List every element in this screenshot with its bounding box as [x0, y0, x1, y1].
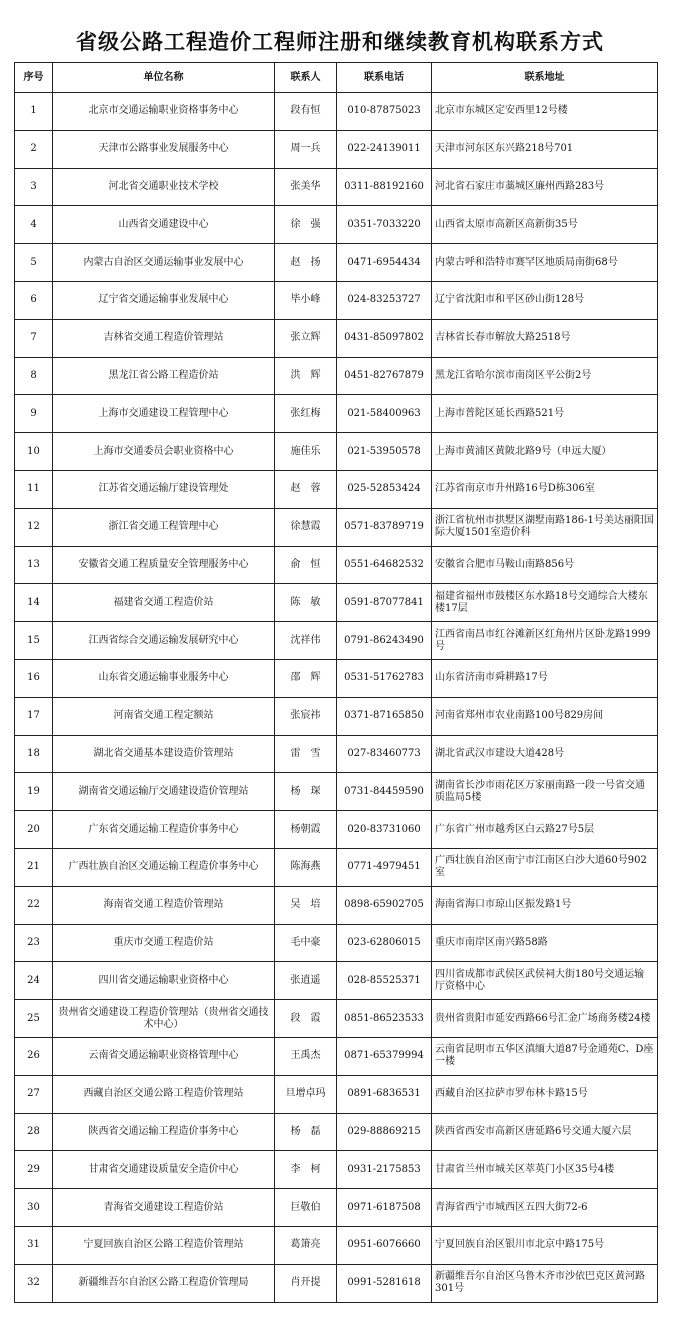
cell-person: 王禹杰: [275, 1037, 337, 1075]
table-row: [15, 357, 658, 395]
cell-phone: 021-53950578: [337, 433, 432, 471]
cell-phone: 0991-5281618: [337, 1264, 432, 1302]
cell-unit: 内蒙古自治区交通运输事业发展中心: [53, 244, 275, 282]
cell-no: 25: [15, 1000, 53, 1038]
cell-unit: 四川省交通运输职业资格中心: [53, 962, 275, 1000]
table-row: [15, 470, 658, 508]
cell-unit: 山西省交通建设中心: [53, 206, 275, 244]
cell-phone: 0931-2175853: [337, 1151, 432, 1189]
cell-unit: 上海市交通委员会职业资格中心: [53, 433, 275, 471]
cell-phone: 0371-87165850: [337, 697, 432, 735]
cell-person: 俞 恒: [275, 546, 337, 584]
cell-address: 河北省石家庄市藁城区廉州西路283号: [432, 168, 658, 206]
cell-unit: 海南省交通工程造价管理站: [53, 886, 275, 924]
table-row: [15, 659, 658, 697]
cell-unit: 黑龙江省公路工程造价站: [53, 357, 275, 395]
table-row: [15, 886, 658, 924]
table-row: [15, 848, 658, 886]
table-row: [15, 811, 658, 849]
cell-person: 张逍遥: [275, 962, 337, 1000]
cell-person: 葛箫亮: [275, 1226, 337, 1264]
table-row: [15, 962, 658, 1000]
cell-address: 广西壮族自治区南宁市江南区白沙大道60号902室: [432, 848, 658, 886]
cell-no: 14: [15, 584, 53, 622]
table-header-row: [15, 63, 658, 93]
cell-no: 28: [15, 1113, 53, 1151]
cell-phone: 028-85525371: [337, 962, 432, 1000]
cell-no: 31: [15, 1226, 53, 1264]
cell-unit: 浙江省交通工程管理中心: [53, 508, 275, 546]
cell-person: 雷 雪: [275, 735, 337, 773]
cell-no: 16: [15, 659, 53, 697]
cell-address: 宁夏回族自治区银川市北京中路175号: [432, 1226, 658, 1264]
table-row: [15, 93, 658, 131]
cell-no: 24: [15, 962, 53, 1000]
cell-no: 23: [15, 924, 53, 962]
cell-no: 8: [15, 357, 53, 395]
cell-person: 陈 敏: [275, 584, 337, 622]
cell-no: 3: [15, 168, 53, 206]
cell-address: 浙江省杭州市拱墅区湖墅南路186-1号美达丽阳国际大厦1501室造价科: [432, 508, 658, 546]
cell-unit: 贵州省交通建设工程造价管理站（贵州省交通技术中心）: [53, 1000, 275, 1038]
cell-phone: 0451-82767879: [337, 357, 432, 395]
cell-no: 13: [15, 546, 53, 584]
cell-address: 湖北省武汉市建设大道428号: [432, 735, 658, 773]
cell-unit: 陕西省交通运输工程造价事务中心: [53, 1113, 275, 1151]
cell-phone: 029-88869215: [337, 1113, 432, 1151]
table-row: [15, 1113, 658, 1151]
cell-person: 赵 扬: [275, 244, 337, 282]
cell-person: 陈海燕: [275, 848, 337, 886]
cell-phone: 020-83731060: [337, 811, 432, 849]
cell-person: 李 柯: [275, 1151, 337, 1189]
header-phone: 联系电话: [337, 63, 432, 93]
cell-no: 29: [15, 1151, 53, 1189]
cell-phone: 022-24139011: [337, 130, 432, 168]
cell-address: 辽宁省沈阳市和平区砂山街128号: [432, 281, 658, 319]
cell-address: 安徽省合肥市马鞍山南路856号: [432, 546, 658, 584]
cell-phone: 023-62806015: [337, 924, 432, 962]
cell-unit: 云南省交通运输职业资格管理中心: [53, 1037, 275, 1075]
cell-no: 21: [15, 848, 53, 886]
cell-phone: 0791-86243490: [337, 622, 432, 660]
cell-unit: 新疆维吾尔自治区公路工程造价管理局: [53, 1264, 275, 1302]
cell-unit: 山东省交通运输事业服务中心: [53, 659, 275, 697]
cell-person: 周一兵: [275, 130, 337, 168]
cell-address: 湖南省长沙市雨花区万家丽南路一段一号省交通质监局5楼: [432, 773, 658, 811]
cell-phone: 0551-64682532: [337, 546, 432, 584]
table-row: [15, 1226, 658, 1264]
cell-no: 15: [15, 622, 53, 660]
cell-address: 青海省西宁市城西区五四大街72-6: [432, 1189, 658, 1227]
cell-unit: 西藏自治区交通公路工程造价管理站: [53, 1075, 275, 1113]
cell-address: 江苏省南京市升州路16号D栋306室: [432, 470, 658, 508]
cell-address: 西藏自治区拉萨市罗布林卡路15号: [432, 1075, 658, 1113]
page-title: 省级公路工程造价工程师注册和继续教育机构联系方式: [76, 30, 604, 54]
cell-address: 重庆市南岸区南兴路58路: [432, 924, 658, 962]
cell-phone: 0971-6187508: [337, 1189, 432, 1227]
cell-phone: 025-52853424: [337, 470, 432, 508]
cell-phone: 027-83460773: [337, 735, 432, 773]
cell-person: 徐慧霞: [275, 508, 337, 546]
cell-person: 赵 蓉: [275, 470, 337, 508]
cell-address: 海南省海口市琼山区振发路1号: [432, 886, 658, 924]
table-body: [15, 93, 658, 1303]
cell-address: 贵州省贵阳市延安西路66号汇金广场商务楼24楼: [432, 1000, 658, 1038]
table-row: [15, 1189, 658, 1227]
cell-address: 上海市黄浦区黄陂北路9号（申远大厦）: [432, 433, 658, 471]
cell-address: 福建省福州市鼓楼区东水路18号交通综合大楼东楼17层: [432, 584, 658, 622]
cell-address: 广东省广州市越秀区白云路27号5层: [432, 811, 658, 849]
cell-address: 北京市东城区定安西里12号楼: [432, 93, 658, 131]
cell-address: 云南省昆明市五华区滇缅大道87号金通苑C、D座一楼: [432, 1037, 658, 1075]
cell-no: 12: [15, 508, 53, 546]
cell-unit: 福建省交通工程造价站: [53, 584, 275, 622]
table-row: [15, 546, 658, 584]
cell-no: 7: [15, 319, 53, 357]
cell-phone: 021-58400963: [337, 395, 432, 433]
table-row: [15, 168, 658, 206]
table-row: [15, 622, 658, 660]
cell-person: 巨敬伯: [275, 1189, 337, 1227]
cell-unit: 广东省交通运输工程造价事务中心: [53, 811, 275, 849]
cell-person: 段有恒: [275, 93, 337, 131]
table-row: [15, 244, 658, 282]
cell-unit: 河南省交通工程定额站: [53, 697, 275, 735]
cell-person: 毛中豪: [275, 924, 337, 962]
cell-phone: 0891-6836531: [337, 1075, 432, 1113]
cell-address: 上海市普陀区延长西路521号: [432, 395, 658, 433]
cell-no: 27: [15, 1075, 53, 1113]
cell-phone: 0591-87077841: [337, 584, 432, 622]
cell-address: 新疆维吾尔自治区乌鲁木齐市沙依巴克区黄河路301号: [432, 1264, 658, 1302]
table-row: [15, 773, 658, 811]
contacts-table: [14, 62, 658, 1303]
table-row: [15, 584, 658, 622]
cell-phone: 0471-6954434: [337, 244, 432, 282]
cell-no: 17: [15, 697, 53, 735]
table-row: [15, 395, 658, 433]
cell-no: 32: [15, 1264, 53, 1302]
cell-no: 9: [15, 395, 53, 433]
header-address: 联系地址: [432, 63, 658, 93]
cell-no: 11: [15, 470, 53, 508]
cell-unit: 上海市交通建设工程管理中心: [53, 395, 275, 433]
header-unit: 单位名称: [53, 63, 275, 93]
cell-phone: 0351-7033220: [337, 206, 432, 244]
cell-unit: 重庆市交通工程造价站: [53, 924, 275, 962]
cell-phone: 0531-51762783: [337, 659, 432, 697]
table-row: [15, 1264, 658, 1302]
cell-person: 毕小峰: [275, 281, 337, 319]
cell-phone: 0951-6076660: [337, 1226, 432, 1264]
cell-no: 6: [15, 281, 53, 319]
cell-address: 甘肃省兰州市城关区萃英门小区35号4楼: [432, 1151, 658, 1189]
header-person: 联系人: [275, 63, 337, 93]
cell-unit: 青海省交通建设工程造价站: [53, 1189, 275, 1227]
cell-address: 江西省南昌市红谷滩新区红角州片区卧龙路1999号: [432, 622, 658, 660]
cell-phone: 0851-86523533: [337, 1000, 432, 1038]
cell-no: 4: [15, 206, 53, 244]
cell-phone: 0771-4979451: [337, 848, 432, 886]
table-row: [15, 735, 658, 773]
table-row: [15, 1000, 658, 1038]
cell-person: 杨朝霞: [275, 811, 337, 849]
cell-address: 陕西省西安市高新区唐延路6号交通大厦六层: [432, 1113, 658, 1151]
cell-person: 肖开提: [275, 1264, 337, 1302]
cell-address: 天津市河东区东兴路218号701: [432, 130, 658, 168]
cell-phone: 024-83253727: [337, 281, 432, 319]
cell-unit: 宁夏回族自治区公路工程造价管理站: [53, 1226, 275, 1264]
table-row: [15, 924, 658, 962]
cell-unit: 江西省综合交通运输发展研究中心: [53, 622, 275, 660]
cell-unit: 辽宁省交通运输事业发展中心: [53, 281, 275, 319]
cell-unit: 甘肃省交通建设质量安全造价中心: [53, 1151, 275, 1189]
cell-person: 施佳乐: [275, 433, 337, 471]
table-row: [15, 508, 658, 546]
cell-no: 26: [15, 1037, 53, 1075]
cell-person: 徐 强: [275, 206, 337, 244]
table-row: [15, 1075, 658, 1113]
cell-person: 张美华: [275, 168, 337, 206]
cell-address: 四川省成都市武侯区武侯祠大街180号交通运输厅资格中心: [432, 962, 658, 1000]
cell-person: 邵 辉: [275, 659, 337, 697]
cell-unit: 江苏省交通运输厅建设管理处: [53, 470, 275, 508]
cell-address: 山东省济南市舜耕路17号: [432, 659, 658, 697]
cell-no: 30: [15, 1189, 53, 1227]
table-row: [15, 697, 658, 735]
cell-no: 19: [15, 773, 53, 811]
cell-no: 20: [15, 811, 53, 849]
cell-person: 吴 培: [275, 886, 337, 924]
cell-phone: 0311-88192160: [337, 168, 432, 206]
cell-person: 杨 琛: [275, 773, 337, 811]
table-row: [15, 281, 658, 319]
cell-address: 河南省郑州市农业南路100号829房间: [432, 697, 658, 735]
cell-no: 10: [15, 433, 53, 471]
cell-no: 5: [15, 244, 53, 282]
cell-phone: 0898-65902705: [337, 886, 432, 924]
cell-no: 18: [15, 735, 53, 773]
cell-person: 张红梅: [275, 395, 337, 433]
table-row: [15, 319, 658, 357]
cell-address: 吉林省长春市解放大路2518号: [432, 319, 658, 357]
cell-person: 洪 辉: [275, 357, 337, 395]
table-row: [15, 1151, 658, 1189]
cell-address: 山西省太原市高新区高新街35号: [432, 206, 658, 244]
cell-unit: 河北省交通职业技术学校: [53, 168, 275, 206]
cell-no: 22: [15, 886, 53, 924]
cell-person: 杨 磊: [275, 1113, 337, 1151]
cell-unit: 天津市公路事业发展服务中心: [53, 130, 275, 168]
header-no: 序号: [15, 63, 53, 93]
cell-person: 张宸祎: [275, 697, 337, 735]
cell-person: 沈祥伟: [275, 622, 337, 660]
table-row: [15, 206, 658, 244]
cell-unit: 湖南省交通运输厅交通建设造价管理站: [53, 773, 275, 811]
cell-phone: 0571-83789719: [337, 508, 432, 546]
cell-unit: 北京市交通运输职业资格事务中心: [53, 93, 275, 131]
table-row: [15, 1037, 658, 1075]
cell-phone: 010-87875023: [337, 93, 432, 131]
cell-address: 黑龙江省哈尔滨市南岗区平公街2号: [432, 357, 658, 395]
cell-phone: 0731-84459590: [337, 773, 432, 811]
cell-person: 旦增卓玛: [275, 1075, 337, 1113]
cell-person: 段 霞: [275, 1000, 337, 1038]
table-row: [15, 130, 658, 168]
cell-person: 张立辉: [275, 319, 337, 357]
cell-no: 1: [15, 93, 53, 131]
cell-unit: 广西壮族自治区交通运输工程造价事务中心: [53, 848, 275, 886]
cell-unit: 吉林省交通工程造价管理站: [53, 319, 275, 357]
cell-address: 内蒙古呼和浩特市赛罕区地质局南街68号: [432, 244, 658, 282]
cell-phone: 0431-85097802: [337, 319, 432, 357]
cell-unit: 湖北省交通基本建设造价管理站: [53, 735, 275, 773]
cell-no: 2: [15, 130, 53, 168]
cell-phone: 0871-65379994: [337, 1037, 432, 1075]
cell-unit: 安徽省交通工程质量安全管理服务中心: [53, 546, 275, 584]
table-row: [15, 433, 658, 471]
